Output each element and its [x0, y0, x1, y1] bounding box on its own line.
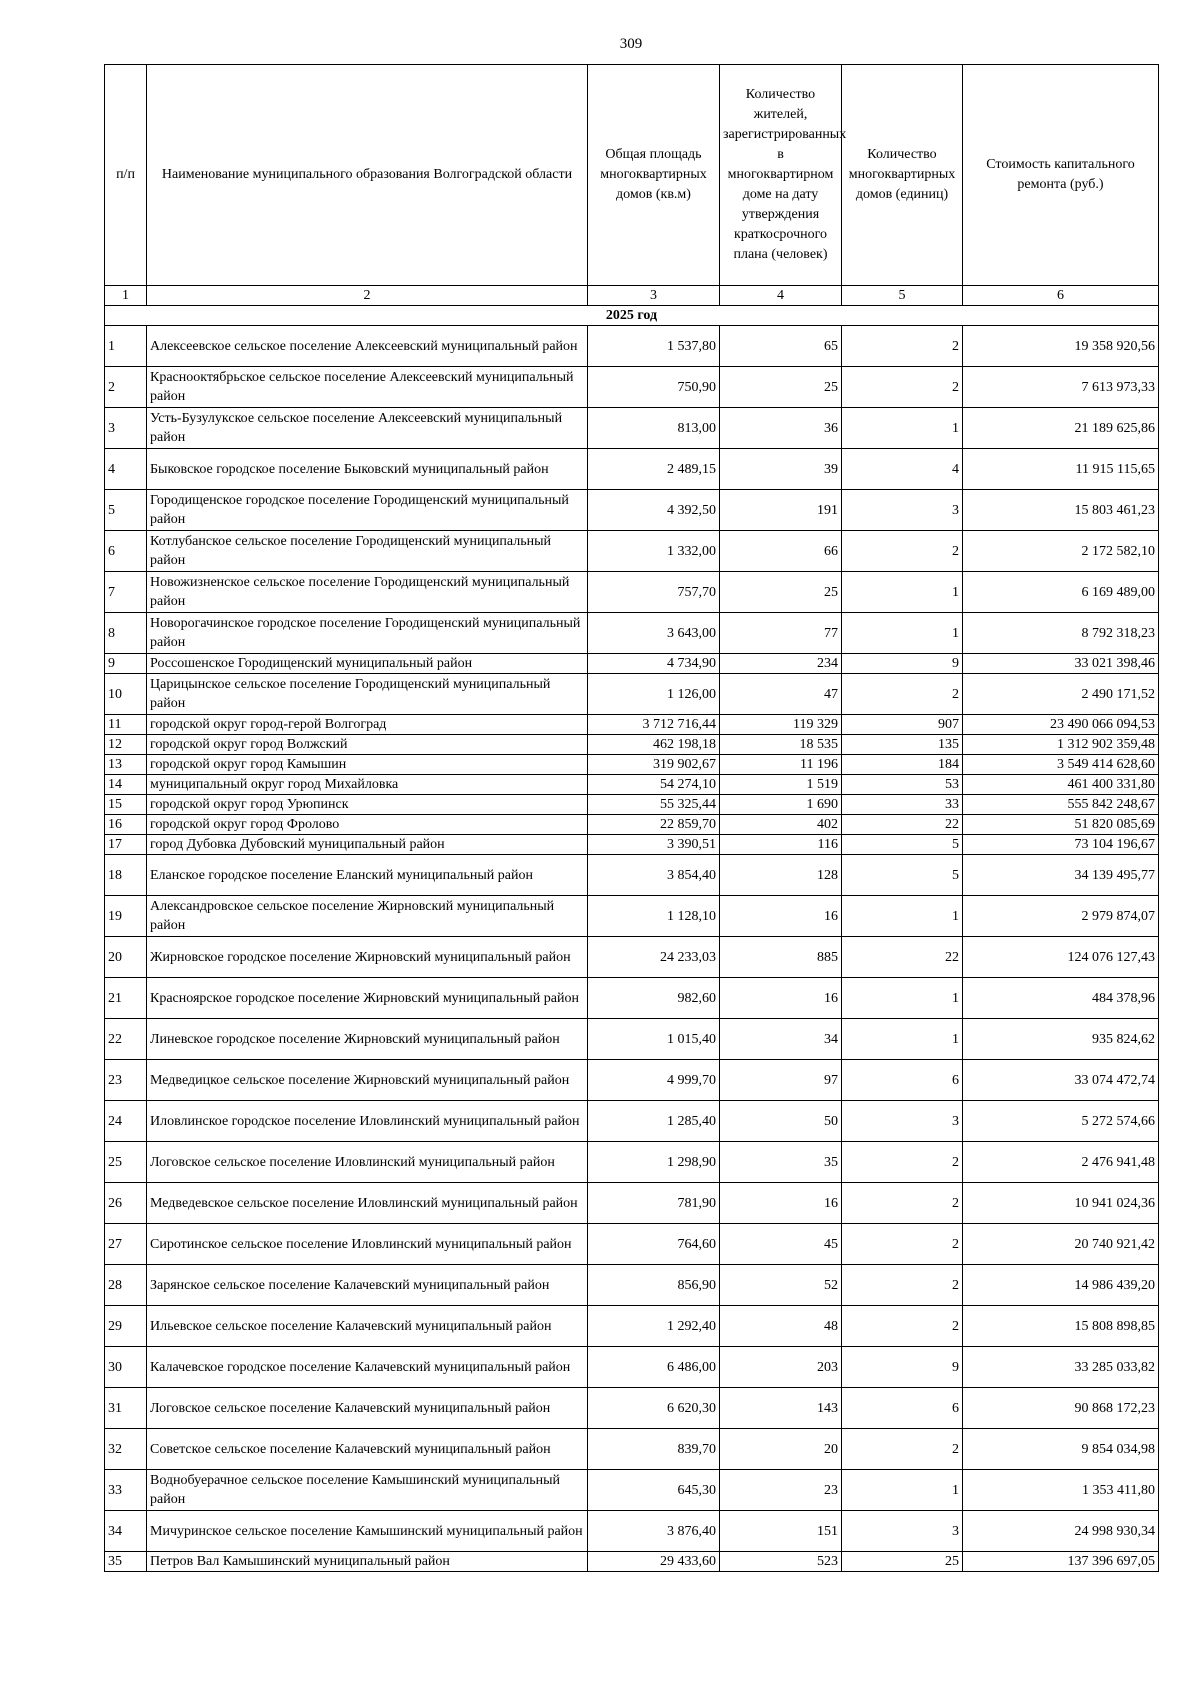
row-municipality-name: муниципальный округ город Михайловка [147, 775, 588, 795]
row-number: 26 [105, 1183, 147, 1224]
row-number: 8 [105, 613, 147, 654]
row-repair-cost: 1 312 902 359,48 [963, 735, 1159, 755]
row-house-count: 184 [842, 755, 963, 775]
year-row [105, 306, 1159, 326]
row-house-count: 1 [842, 1470, 963, 1511]
row-municipality-name: Советское сельское поселение Калачевский муниципальный район [147, 1429, 588, 1470]
row-repair-cost: 3 549 414 628,60 [963, 755, 1159, 775]
row-house-count: 22 [842, 815, 963, 835]
row-repair-cost: 555 842 248,67 [963, 795, 1159, 815]
row-municipality-name: Новожизненское сельское поселение Городищенский муниципальный район [147, 572, 588, 613]
row-residents: 97 [720, 1060, 842, 1101]
column-number: 6 [963, 286, 1159, 306]
row-house-count: 5 [842, 835, 963, 855]
row-total-area: 645,30 [588, 1470, 720, 1511]
row-number: 32 [105, 1429, 147, 1470]
table-row [105, 654, 1159, 674]
row-number: 19 [105, 896, 147, 937]
row-municipality-name: Медведевское сельское поселение Иловлинский муниципальный район [147, 1183, 588, 1224]
row-number: 25 [105, 1142, 147, 1183]
table-row [105, 855, 1159, 896]
row-house-count: 4 [842, 449, 963, 490]
row-residents: 16 [720, 1183, 842, 1224]
row-house-count: 2 [842, 326, 963, 367]
row-house-count: 3 [842, 1101, 963, 1142]
row-house-count: 3 [842, 490, 963, 531]
row-residents: 45 [720, 1224, 842, 1265]
table-row [105, 1019, 1159, 1060]
header-residents: Количество жителей, зарегистрированных в многоквартирном доме на дату утверждения краткосрочного плана (человек) [720, 65, 842, 286]
row-total-area: 55 325,44 [588, 795, 720, 815]
row-total-area: 750,90 [588, 367, 720, 408]
row-total-area: 1 128,10 [588, 896, 720, 937]
row-number: 6 [105, 531, 147, 572]
row-total-area: 4 392,50 [588, 490, 720, 531]
row-total-area: 6 620,30 [588, 1388, 720, 1429]
row-house-count: 9 [842, 654, 963, 674]
row-house-count: 53 [842, 775, 963, 795]
row-municipality-name: Усть-Бузулукское сельское поселение Алексеевский муниципальный район [147, 408, 588, 449]
row-municipality-name: Россошенское Городищенский муниципальный район [147, 654, 588, 674]
row-house-count: 1 [842, 896, 963, 937]
row-house-count: 135 [842, 735, 963, 755]
row-total-area: 764,60 [588, 1224, 720, 1265]
table-row [105, 1388, 1159, 1429]
table-row [105, 815, 1159, 835]
row-total-area: 1 298,90 [588, 1142, 720, 1183]
table-row [105, 1265, 1159, 1306]
row-number: 30 [105, 1347, 147, 1388]
row-repair-cost: 124 076 127,43 [963, 937, 1159, 978]
row-total-area: 813,00 [588, 408, 720, 449]
column-numbers-row [105, 286, 1159, 306]
row-number: 21 [105, 978, 147, 1019]
row-municipality-name: Новорогачинское городское поселение Городищенский муниципальный район [147, 613, 588, 654]
row-house-count: 2 [842, 1224, 963, 1265]
row-municipality-name: Александровское сельское поселение Жирновский муниципальный район [147, 896, 588, 937]
row-municipality-name: Петров Вал Камышинский муниципальный район [147, 1552, 588, 1572]
row-repair-cost: 9 854 034,98 [963, 1429, 1159, 1470]
row-municipality-name: Иловлинское городское поселение Иловлинский муниципальный район [147, 1101, 588, 1142]
row-repair-cost: 24 998 930,34 [963, 1511, 1159, 1552]
row-repair-cost: 21 189 625,86 [963, 408, 1159, 449]
row-number: 9 [105, 654, 147, 674]
row-residents: 47 [720, 674, 842, 715]
row-number: 24 [105, 1101, 147, 1142]
row-residents: 11 196 [720, 755, 842, 775]
row-total-area: 22 859,70 [588, 815, 720, 835]
row-house-count: 2 [842, 531, 963, 572]
year-label: 2025 год [105, 306, 1159, 326]
table-row [105, 1306, 1159, 1347]
row-total-area: 29 433,60 [588, 1552, 720, 1572]
table-row [105, 1183, 1159, 1224]
row-residents: 16 [720, 978, 842, 1019]
row-repair-cost: 6 169 489,00 [963, 572, 1159, 613]
row-municipality-name: Царицынское сельское поселение Городищенский муниципальный район [147, 674, 588, 715]
row-total-area: 1 332,00 [588, 531, 720, 572]
row-house-count: 6 [842, 1388, 963, 1429]
row-residents: 1 690 [720, 795, 842, 815]
row-total-area: 4 734,90 [588, 654, 720, 674]
row-repair-cost: 2 490 171,52 [963, 674, 1159, 715]
row-total-area: 1 126,00 [588, 674, 720, 715]
row-repair-cost: 23 490 066 094,53 [963, 715, 1159, 735]
row-house-count: 2 [842, 1265, 963, 1306]
row-repair-cost: 33 285 033,82 [963, 1347, 1159, 1388]
row-house-count: 3 [842, 1511, 963, 1552]
row-repair-cost: 34 139 495,77 [963, 855, 1159, 896]
row-municipality-name: Котлубанское сельское поселение Городищенский муниципальный район [147, 531, 588, 572]
row-municipality-name: Краснооктябрьское сельское поселение Алексеевский муниципальный район [147, 367, 588, 408]
row-house-count: 1 [842, 572, 963, 613]
row-number: 12 [105, 735, 147, 755]
row-total-area: 3 854,40 [588, 855, 720, 896]
row-repair-cost: 2 476 941,48 [963, 1142, 1159, 1183]
row-number: 11 [105, 715, 147, 735]
row-total-area: 982,60 [588, 978, 720, 1019]
header-repair-cost: Стоимость капитального ремонта (руб.) [963, 65, 1159, 286]
row-repair-cost: 11 915 115,65 [963, 449, 1159, 490]
row-residents: 203 [720, 1347, 842, 1388]
table-row [105, 572, 1159, 613]
row-municipality-name: Калачевское городское поселение Калачевский муниципальный район [147, 1347, 588, 1388]
row-total-area: 6 486,00 [588, 1347, 720, 1388]
table-row [105, 1429, 1159, 1470]
row-number: 13 [105, 755, 147, 775]
row-municipality-name: Зарянское сельское поселение Калачевский муниципальный район [147, 1265, 588, 1306]
row-residents: 1 519 [720, 775, 842, 795]
row-total-area: 3 876,40 [588, 1511, 720, 1552]
row-number: 5 [105, 490, 147, 531]
row-municipality-name: Быковское городское поселение Быковский муниципальный район [147, 449, 588, 490]
header-number: п/п [105, 65, 147, 286]
table-row [105, 1470, 1159, 1511]
row-repair-cost: 2 172 582,10 [963, 531, 1159, 572]
row-municipality-name: городской округ город Волжский [147, 735, 588, 755]
header-house-count: Количество многоквартирных домов (единиц) [842, 65, 963, 286]
row-municipality-name: Алексеевское сельское поселение Алексеевский муниципальный район [147, 326, 588, 367]
row-residents: 39 [720, 449, 842, 490]
row-total-area: 781,90 [588, 1183, 720, 1224]
row-municipality-name: Еланское городское поселение Еланский муниципальный район [147, 855, 588, 896]
row-total-area: 1 537,80 [588, 326, 720, 367]
row-repair-cost: 484 378,96 [963, 978, 1159, 1019]
row-municipality-name: городской округ город-герой Волгоград [147, 715, 588, 735]
row-repair-cost: 7 613 973,33 [963, 367, 1159, 408]
table-row [105, 937, 1159, 978]
row-repair-cost: 33 074 472,74 [963, 1060, 1159, 1101]
row-number: 3 [105, 408, 147, 449]
row-number: 2 [105, 367, 147, 408]
table-body [105, 326, 1159, 1572]
table-row [105, 408, 1159, 449]
header-total-area: Общая площадь многоквартирных домов (кв.м) [588, 65, 720, 286]
row-municipality-name: Жирновское городское поселение Жирновский муниципальный район [147, 937, 588, 978]
row-number: 4 [105, 449, 147, 490]
table-row [105, 735, 1159, 755]
row-number: 33 [105, 1470, 147, 1511]
row-number: 17 [105, 835, 147, 855]
row-residents: 23 [720, 1470, 842, 1511]
row-municipality-name: Логовское сельское поселение Калачевский муниципальный район [147, 1388, 588, 1429]
row-repair-cost: 10 941 024,36 [963, 1183, 1159, 1224]
row-repair-cost: 8 792 318,23 [963, 613, 1159, 654]
row-residents: 885 [720, 937, 842, 978]
table-row [105, 449, 1159, 490]
table-row [105, 1511, 1159, 1552]
row-repair-cost: 20 740 921,42 [963, 1224, 1159, 1265]
row-house-count: 2 [842, 367, 963, 408]
row-total-area: 839,70 [588, 1429, 720, 1470]
row-house-count: 5 [842, 855, 963, 896]
row-house-count: 907 [842, 715, 963, 735]
row-total-area: 319 902,67 [588, 755, 720, 775]
row-residents: 128 [720, 855, 842, 896]
row-residents: 20 [720, 1429, 842, 1470]
row-number: 20 [105, 937, 147, 978]
row-house-count: 1 [842, 408, 963, 449]
row-total-area: 54 274,10 [588, 775, 720, 795]
table-row [105, 1552, 1159, 1572]
row-residents: 52 [720, 1265, 842, 1306]
row-house-count: 9 [842, 1347, 963, 1388]
row-residents: 65 [720, 326, 842, 367]
row-total-area: 24 233,03 [588, 937, 720, 978]
table-row [105, 490, 1159, 531]
page-number: 309 [619, 36, 643, 52]
row-residents: 34 [720, 1019, 842, 1060]
row-repair-cost: 33 021 398,46 [963, 654, 1159, 674]
row-house-count: 25 [842, 1552, 963, 1572]
row-house-count: 2 [842, 1306, 963, 1347]
row-house-count: 2 [842, 1142, 963, 1183]
header-municipality-name: Наименование муниципального образования Волгоградской области [147, 65, 588, 286]
row-house-count: 2 [842, 1183, 963, 1224]
table-header-row [105, 65, 1159, 286]
row-house-count: 22 [842, 937, 963, 978]
row-residents: 116 [720, 835, 842, 855]
row-residents: 25 [720, 572, 842, 613]
row-house-count: 2 [842, 1429, 963, 1470]
row-house-count: 6 [842, 1060, 963, 1101]
table-row [105, 755, 1159, 775]
row-number: 22 [105, 1019, 147, 1060]
row-house-count: 1 [842, 613, 963, 654]
table-row [105, 715, 1159, 735]
row-total-area: 856,90 [588, 1265, 720, 1306]
column-number: 5 [842, 286, 963, 306]
row-number: 1 [105, 326, 147, 367]
column-number: 4 [720, 286, 842, 306]
row-repair-cost: 90 868 172,23 [963, 1388, 1159, 1429]
table-row [105, 531, 1159, 572]
row-residents: 25 [720, 367, 842, 408]
row-residents: 234 [720, 654, 842, 674]
column-number: 1 [105, 286, 147, 306]
column-number: 2 [147, 286, 588, 306]
row-municipality-name: Сиротинское сельское поселение Иловлинский муниципальный район [147, 1224, 588, 1265]
table-row [105, 775, 1159, 795]
row-house-count: 2 [842, 674, 963, 715]
row-repair-cost: 19 358 920,56 [963, 326, 1159, 367]
row-residents: 191 [720, 490, 842, 531]
row-number: 34 [105, 1511, 147, 1552]
row-number: 7 [105, 572, 147, 613]
row-total-area: 757,70 [588, 572, 720, 613]
row-number: 15 [105, 795, 147, 815]
row-municipality-name: городской округ город Камышин [147, 755, 588, 775]
row-house-count: 33 [842, 795, 963, 815]
table-row [105, 795, 1159, 815]
row-number: 29 [105, 1306, 147, 1347]
row-municipality-name: Медведицкое сельское поселение Жирновский муниципальный район [147, 1060, 588, 1101]
row-total-area: 1 292,40 [588, 1306, 720, 1347]
table-row [105, 978, 1159, 1019]
row-number: 31 [105, 1388, 147, 1429]
row-repair-cost: 2 979 874,07 [963, 896, 1159, 937]
row-residents: 402 [720, 815, 842, 835]
table-row [105, 613, 1159, 654]
row-municipality-name: Красноярское городское поселение Жирновский муниципальный район [147, 978, 588, 1019]
row-number: 18 [105, 855, 147, 896]
row-repair-cost: 14 986 439,20 [963, 1265, 1159, 1306]
row-municipality-name: Ильевское сельское поселение Калачевский муниципальный район [147, 1306, 588, 1347]
row-municipality-name: Городищенское городское поселение Городищенский муниципальный район [147, 490, 588, 531]
row-repair-cost: 5 272 574,66 [963, 1101, 1159, 1142]
row-number: 28 [105, 1265, 147, 1306]
row-repair-cost: 137 396 697,05 [963, 1552, 1159, 1572]
row-number: 16 [105, 815, 147, 835]
table-row [105, 896, 1159, 937]
row-total-area: 3 643,00 [588, 613, 720, 654]
row-municipality-name: город Дубовка Дубовский муниципальный район [147, 835, 588, 855]
row-house-count: 1 [842, 978, 963, 1019]
row-number: 10 [105, 674, 147, 715]
row-repair-cost: 15 803 461,23 [963, 490, 1159, 531]
row-repair-cost: 1 353 411,80 [963, 1470, 1159, 1511]
row-residents: 35 [720, 1142, 842, 1183]
row-residents: 50 [720, 1101, 842, 1142]
row-number: 23 [105, 1060, 147, 1101]
row-total-area: 4 999,70 [588, 1060, 720, 1101]
row-repair-cost: 935 824,62 [963, 1019, 1159, 1060]
capital-repair-table [104, 64, 1159, 1572]
row-municipality-name: Мичуринское сельское поселение Камышинский муниципальный район [147, 1511, 588, 1552]
row-residents: 523 [720, 1552, 842, 1572]
row-residents: 151 [720, 1511, 842, 1552]
table-row [105, 835, 1159, 855]
row-residents: 77 [720, 613, 842, 654]
row-residents: 18 535 [720, 735, 842, 755]
row-municipality-name: городской округ город Урюпинск [147, 795, 588, 815]
row-total-area: 3 712 716,44 [588, 715, 720, 735]
row-residents: 66 [720, 531, 842, 572]
row-repair-cost: 73 104 196,67 [963, 835, 1159, 855]
row-municipality-name: Линевское городское поселение Жирновский муниципальный район [147, 1019, 588, 1060]
row-house-count: 1 [842, 1019, 963, 1060]
column-number: 3 [588, 286, 720, 306]
table-row [105, 1142, 1159, 1183]
row-municipality-name: городской округ город Фролово [147, 815, 588, 835]
row-repair-cost: 15 808 898,85 [963, 1306, 1159, 1347]
table-row [105, 1347, 1159, 1388]
row-residents: 48 [720, 1306, 842, 1347]
row-municipality-name: Логовское сельское поселение Иловлинский муниципальный район [147, 1142, 588, 1183]
table-row [105, 367, 1159, 408]
row-number: 14 [105, 775, 147, 795]
row-repair-cost: 461 400 331,80 [963, 775, 1159, 795]
row-municipality-name: Воднобуерачное сельское поселение Камышинский муниципальный район [147, 1470, 588, 1511]
row-number: 35 [105, 1552, 147, 1572]
row-total-area: 1 285,40 [588, 1101, 720, 1142]
table-row [105, 1060, 1159, 1101]
row-number: 27 [105, 1224, 147, 1265]
row-total-area: 1 015,40 [588, 1019, 720, 1060]
row-residents: 36 [720, 408, 842, 449]
row-repair-cost: 51 820 085,69 [963, 815, 1159, 835]
row-residents: 16 [720, 896, 842, 937]
row-residents: 143 [720, 1388, 842, 1429]
row-total-area: 462 198,18 [588, 735, 720, 755]
table-row [105, 674, 1159, 715]
table-row [105, 326, 1159, 367]
row-residents: 119 329 [720, 715, 842, 735]
row-total-area: 3 390,51 [588, 835, 720, 855]
table-row [105, 1101, 1159, 1142]
row-total-area: 2 489,15 [588, 449, 720, 490]
table-row [105, 1224, 1159, 1265]
